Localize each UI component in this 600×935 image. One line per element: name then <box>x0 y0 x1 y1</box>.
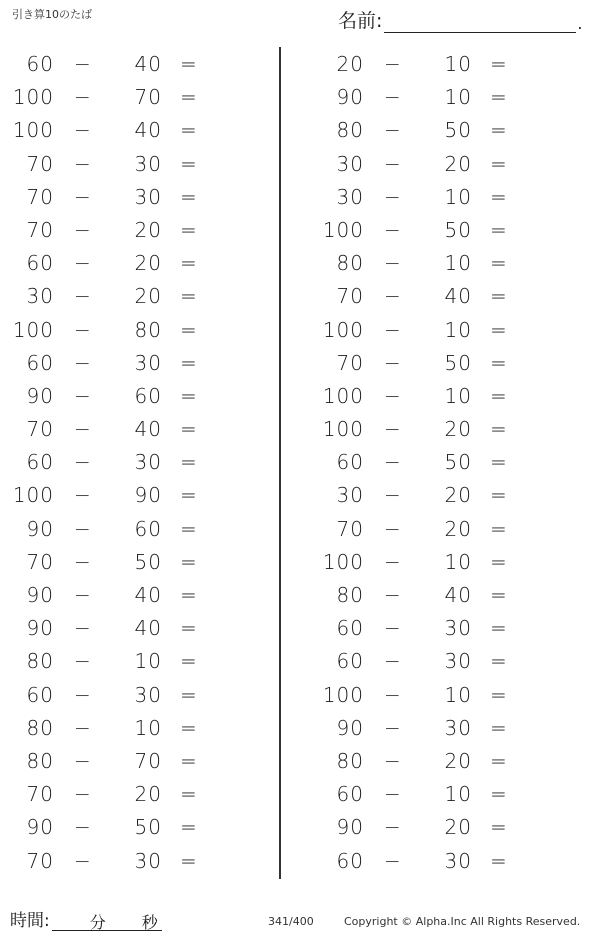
minus-sign: − <box>384 417 402 442</box>
minus-sign: − <box>384 815 402 840</box>
subtrahend: 10 <box>444 782 472 807</box>
problem-row <box>318 314 528 347</box>
equals-sign: = <box>490 383 508 408</box>
equals-sign: = <box>490 417 508 442</box>
minuend: 90 <box>336 815 364 840</box>
minuend: 70 <box>26 848 54 873</box>
equals-sign: = <box>180 284 198 309</box>
minuend: 70 <box>26 184 54 209</box>
problem-row <box>318 247 528 280</box>
minus-sign: − <box>384 251 402 276</box>
subtrahend: 10 <box>134 715 162 740</box>
subtrahend: 90 <box>134 483 162 508</box>
minus-sign: − <box>74 184 92 209</box>
minus-sign: − <box>74 450 92 475</box>
problem-row <box>8 712 218 745</box>
subtrahend: 10 <box>444 251 472 276</box>
problem-row <box>8 612 218 645</box>
subtrahend: 10 <box>134 649 162 674</box>
equals-sign: = <box>490 52 508 76</box>
minuend: 80 <box>26 748 54 773</box>
problem-row <box>318 48 528 81</box>
minus-sign: − <box>74 483 92 508</box>
problem-row <box>8 513 218 546</box>
minus-sign: − <box>74 284 92 309</box>
equals-sign: = <box>490 516 508 541</box>
equals-sign: = <box>180 184 198 209</box>
subtrahend: 30 <box>134 350 162 375</box>
subtrahend: 40 <box>134 52 162 76</box>
minuend: 30 <box>336 483 364 508</box>
minus-sign: − <box>384 350 402 375</box>
name-blank-line[interactable] <box>384 10 576 33</box>
minus-sign: − <box>384 217 402 242</box>
equals-sign: = <box>180 383 198 408</box>
left-problem-column <box>8 48 218 878</box>
problem-row <box>8 148 218 181</box>
minuend: 60 <box>26 350 54 375</box>
subtrahend: 20 <box>134 284 162 309</box>
problem-row <box>8 181 218 214</box>
minus-sign: − <box>384 118 402 143</box>
problem-row <box>318 81 528 114</box>
subtrahend: 70 <box>134 85 162 110</box>
minus-sign: − <box>74 317 92 342</box>
minus-sign: − <box>74 715 92 740</box>
minuend: 30 <box>336 151 364 176</box>
problem-row <box>318 280 528 313</box>
time-field <box>10 906 162 931</box>
minuend: 90 <box>336 85 364 110</box>
equals-sign: = <box>180 417 198 442</box>
subtrahend: 30 <box>134 151 162 176</box>
equals-sign: = <box>180 782 198 807</box>
equals-sign: = <box>180 85 198 110</box>
equals-sign: = <box>180 450 198 475</box>
minuend: 100 <box>12 483 54 508</box>
minus-sign: − <box>74 616 92 641</box>
equals-sign: = <box>180 748 198 773</box>
minuend: 80 <box>336 251 364 276</box>
minuend: 100 <box>322 417 364 442</box>
subtrahend: 50 <box>444 350 472 375</box>
equals-sign: = <box>490 848 508 873</box>
equals-sign: = <box>490 151 508 176</box>
minus-sign: − <box>74 682 92 707</box>
name-end-mark: . <box>577 14 583 33</box>
problem-row <box>8 114 218 147</box>
minus-sign: − <box>74 383 92 408</box>
minuend: 60 <box>26 682 54 707</box>
equals-sign: = <box>490 317 508 342</box>
problem-row <box>8 745 218 778</box>
minuend: 90 <box>336 715 364 740</box>
subtrahend: 60 <box>134 516 162 541</box>
equals-sign: = <box>490 118 508 143</box>
minuend: 100 <box>322 317 364 342</box>
minuend: 80 <box>26 649 54 674</box>
minuend: 60 <box>336 649 364 674</box>
subtrahend: 30 <box>134 184 162 209</box>
worksheet-title: 引き算10のたば <box>12 8 92 21</box>
subtrahend: 30 <box>444 848 472 873</box>
subtrahend: 20 <box>444 417 472 442</box>
equals-sign: = <box>490 85 508 110</box>
problem-row <box>318 148 528 181</box>
equals-sign: = <box>180 682 198 707</box>
minuend: 70 <box>26 151 54 176</box>
minuend: 100 <box>322 682 364 707</box>
problem-row <box>8 479 218 512</box>
problem-row <box>8 645 218 678</box>
subtrahend: 30 <box>444 616 472 641</box>
subtrahend: 10 <box>444 184 472 209</box>
minuend: 30 <box>26 284 54 309</box>
page-number: 341/400 <box>268 915 314 928</box>
problem-row <box>318 546 528 579</box>
right-problem-column <box>318 48 528 878</box>
equals-sign: = <box>490 583 508 607</box>
problem-row <box>318 679 528 712</box>
problem-row <box>8 845 218 878</box>
minuend: 100 <box>322 549 364 574</box>
minus-sign: − <box>384 682 402 707</box>
subtrahend: 20 <box>134 217 162 242</box>
equals-sign: = <box>180 583 198 607</box>
name-field <box>338 6 583 33</box>
subtrahend: 40 <box>444 583 472 607</box>
minuend: 70 <box>336 350 364 375</box>
subtrahend: 40 <box>444 284 472 309</box>
subtrahend: 20 <box>444 516 472 541</box>
problem-row <box>318 479 528 512</box>
minus-sign: − <box>74 350 92 375</box>
minus-sign: − <box>384 85 402 110</box>
equals-sign: = <box>180 715 198 740</box>
subtrahend: 40 <box>134 417 162 442</box>
problem-row <box>8 81 218 114</box>
problem-row <box>318 413 528 446</box>
minuend: 90 <box>26 583 54 607</box>
minuend: 70 <box>336 516 364 541</box>
equals-sign: = <box>180 317 198 342</box>
subtrahend: 80 <box>134 317 162 342</box>
subtrahend: 10 <box>444 383 472 408</box>
minus-sign: − <box>74 52 92 76</box>
minus-sign: − <box>384 715 402 740</box>
subtrahend: 50 <box>444 450 472 475</box>
subtrahend: 30 <box>134 682 162 707</box>
time-blank-line[interactable] <box>52 910 162 931</box>
minuend: 80 <box>336 118 364 143</box>
minuend: 60 <box>336 450 364 475</box>
problem-row <box>8 48 218 81</box>
minus-sign: − <box>74 217 92 242</box>
problem-row <box>318 612 528 645</box>
minus-sign: − <box>384 151 402 176</box>
subtrahend: 10 <box>444 52 472 76</box>
minus-sign: − <box>384 782 402 807</box>
minuend: 60 <box>26 251 54 276</box>
minus-sign: − <box>74 815 92 840</box>
minus-sign: − <box>74 516 92 541</box>
problem-row <box>8 446 218 479</box>
subtrahend: 30 <box>444 649 472 674</box>
subtrahend: 20 <box>444 483 472 508</box>
minus-sign: − <box>74 549 92 574</box>
minus-sign: − <box>384 284 402 309</box>
equals-sign: = <box>180 118 198 143</box>
minuend: 20 <box>336 52 364 76</box>
minuend: 70 <box>336 284 364 309</box>
minuend: 100 <box>322 383 364 408</box>
subtrahend: 20 <box>444 748 472 773</box>
equals-sign: = <box>180 52 198 76</box>
problem-row <box>8 214 218 247</box>
minuend: 70 <box>26 417 54 442</box>
minus-sign: − <box>74 649 92 674</box>
problem-row <box>318 380 528 413</box>
problem-row <box>318 181 528 214</box>
subtrahend: 20 <box>134 251 162 276</box>
subtrahend: 30 <box>134 450 162 475</box>
equals-sign: = <box>490 251 508 276</box>
subtrahend: 10 <box>444 682 472 707</box>
column-divider <box>279 47 281 879</box>
subtrahend: 70 <box>134 748 162 773</box>
subtrahend: 10 <box>444 85 472 110</box>
subtrahend: 40 <box>134 583 162 607</box>
minuend: 60 <box>26 450 54 475</box>
equals-sign: = <box>180 649 198 674</box>
minus-sign: − <box>384 317 402 342</box>
subtrahend: 20 <box>134 782 162 807</box>
minuend: 60 <box>336 782 364 807</box>
equals-sign: = <box>490 682 508 707</box>
subtrahend: 10 <box>444 549 472 574</box>
minus-sign: − <box>384 549 402 574</box>
problem-row <box>318 745 528 778</box>
problem-row <box>8 679 218 712</box>
subtrahend: 10 <box>444 317 472 342</box>
problem-row <box>318 513 528 546</box>
equals-sign: = <box>180 251 198 276</box>
problem-row <box>318 214 528 247</box>
minus-sign: − <box>384 848 402 873</box>
minuend: 70 <box>26 782 54 807</box>
minuend: 100 <box>12 85 54 110</box>
equals-sign: = <box>490 549 508 574</box>
equals-sign: = <box>490 715 508 740</box>
problem-row <box>8 380 218 413</box>
minuend: 80 <box>26 715 54 740</box>
minus-sign: − <box>384 516 402 541</box>
minus-sign: − <box>384 748 402 773</box>
equals-sign: = <box>490 284 508 309</box>
minus-sign: − <box>74 782 92 807</box>
subtrahend: 20 <box>444 151 472 176</box>
subtrahend: 50 <box>444 217 472 242</box>
problem-row <box>8 247 218 280</box>
minuend: 90 <box>26 815 54 840</box>
minus-sign: − <box>74 85 92 110</box>
problem-row <box>8 778 218 811</box>
equals-sign: = <box>490 483 508 508</box>
minuend: 100 <box>322 217 364 242</box>
problem-row <box>8 811 218 844</box>
subtrahend: 50 <box>134 815 162 840</box>
subtrahend: 30 <box>134 848 162 873</box>
name-label: 名前: <box>338 10 383 32</box>
equals-sign: = <box>180 516 198 541</box>
equals-sign: = <box>180 217 198 242</box>
time-label: 時間: <box>10 911 50 931</box>
minus-sign: − <box>384 649 402 674</box>
minuend: 90 <box>26 616 54 641</box>
equals-sign: = <box>490 649 508 674</box>
minus-sign: − <box>74 118 92 143</box>
minus-sign: − <box>384 450 402 475</box>
equals-sign: = <box>180 815 198 840</box>
equals-sign: = <box>180 616 198 641</box>
problem-row <box>8 280 218 313</box>
equals-sign: = <box>490 184 508 209</box>
equals-sign: = <box>180 549 198 574</box>
minus-sign: − <box>74 151 92 176</box>
minuend: 100 <box>12 118 54 143</box>
equals-sign: = <box>180 151 198 176</box>
minus-sign: − <box>384 52 402 76</box>
equals-sign: = <box>490 350 508 375</box>
minus-sign: − <box>384 383 402 408</box>
minuend: 80 <box>336 748 364 773</box>
problem-row <box>318 712 528 745</box>
minuend: 60 <box>336 848 364 873</box>
subtrahend: 40 <box>134 616 162 641</box>
minus-sign: − <box>384 184 402 209</box>
minuend: 60 <box>26 52 54 76</box>
minuend: 30 <box>336 184 364 209</box>
problem-row <box>8 579 218 612</box>
seconds-label: 秒 <box>141 913 158 932</box>
equals-sign: = <box>180 848 198 873</box>
equals-sign: = <box>490 782 508 807</box>
minuend: 70 <box>26 217 54 242</box>
minuend: 100 <box>12 317 54 342</box>
minus-sign: − <box>74 748 92 773</box>
subtrahend: 40 <box>134 118 162 143</box>
minutes-label: 分 <box>89 913 106 932</box>
minus-sign: − <box>384 583 402 607</box>
problem-row <box>8 347 218 380</box>
equals-sign: = <box>490 217 508 242</box>
problem-row <box>8 546 218 579</box>
problem-row <box>318 114 528 147</box>
problem-row <box>8 413 218 446</box>
minus-sign: − <box>384 483 402 508</box>
equals-sign: = <box>180 350 198 375</box>
minus-sign: − <box>74 417 92 442</box>
subtrahend: 30 <box>444 715 472 740</box>
equals-sign: = <box>490 450 508 475</box>
problem-row <box>318 845 528 878</box>
problem-row <box>318 446 528 479</box>
minuend: 90 <box>26 516 54 541</box>
equals-sign: = <box>180 483 198 508</box>
subtrahend: 60 <box>134 383 162 408</box>
equals-sign: = <box>490 748 508 773</box>
problem-row <box>8 314 218 347</box>
equals-sign: = <box>490 815 508 840</box>
problem-row <box>318 811 528 844</box>
subtrahend: 50 <box>444 118 472 143</box>
minus-sign: − <box>74 848 92 873</box>
minus-sign: − <box>384 616 402 641</box>
minuend: 70 <box>26 549 54 574</box>
minuend: 60 <box>336 616 364 641</box>
equals-sign: = <box>490 616 508 641</box>
problem-row <box>318 778 528 811</box>
minuend: 90 <box>26 383 54 408</box>
problem-row <box>318 645 528 678</box>
minuend: 80 <box>336 583 364 607</box>
minus-sign: − <box>74 583 92 607</box>
subtrahend: 50 <box>134 549 162 574</box>
subtrahend: 20 <box>444 815 472 840</box>
minus-sign: − <box>74 251 92 276</box>
copyright-notice: Copyright © Alpha.Inc All Rights Reserved. <box>344 915 581 928</box>
problem-row <box>318 347 528 380</box>
problem-row <box>318 579 528 612</box>
